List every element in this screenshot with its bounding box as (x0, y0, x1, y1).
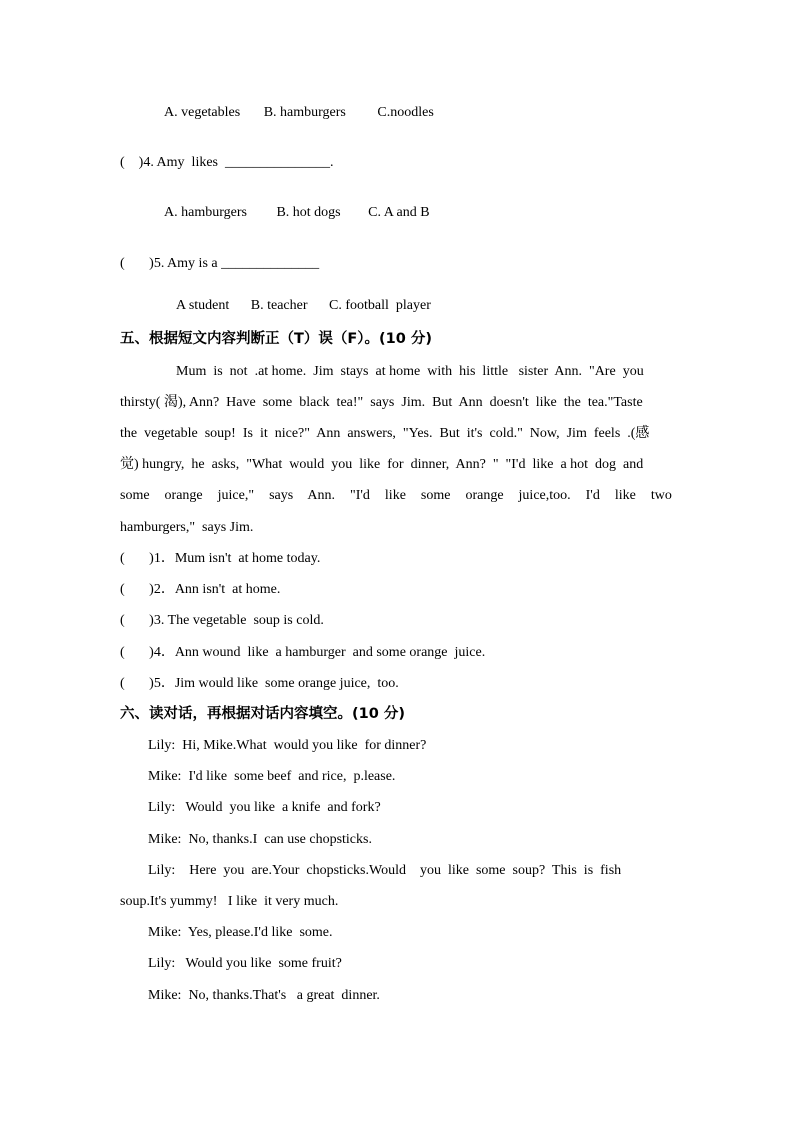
dialogue-line-4: Mike: No, thanks.I can use chopsticks. (148, 832, 372, 847)
passage-line-1 (176, 363, 673, 381)
tf-item-1: ( )1．Mum isn't at home today. (120, 551, 321, 566)
dialogue-line-8: Lily: Would you like some fruit? (148, 956, 342, 971)
dialogue-line-7: Mike: Yes, please.I'd like some. (148, 925, 333, 940)
q4-stem: ( )4. Amy likes _______________. (120, 155, 334, 170)
passage-line-4: 觉) hungry, he asks, "What would you like for dinner, Ann? " "I'd like a hot dog and (120, 457, 644, 472)
q3-option-b: B. hamburgers (263, 105, 346, 120)
q4-options (164, 204, 430, 222)
passage-line-6: hamburgers," says Jim. (120, 520, 254, 535)
tf-item-3: ( )3. The vegetable soup is cold. (120, 613, 324, 628)
q3-option-a: A. vegetables (164, 105, 241, 120)
q5-option-c: C. football player (329, 298, 431, 313)
passage-line-1-text: Mum is not .at home. Jim stays at home with his little sister Ann. "Are you (176, 364, 644, 379)
tf-item-4: ( )4．Ann wound like a hamburger and some orange juice. (120, 645, 486, 660)
passage-line-2: thirsty( 渴), Ann? Have some black tea!" says Jim. But Ann doesn't like the tea."Taste (120, 395, 643, 410)
passage-line-3: the vegetable soup! Is it nice?" Ann answers, "Yes. But it's cold." Now, Jim feels .(感 (120, 426, 650, 441)
dialogue-line-5: Lily: Here you are.Your chopsticks.Would you like some soup? This is fish (148, 863, 622, 878)
section5-heading: 五、根据短文内容判断正（T）误（F）。(10 分) (120, 331, 433, 347)
q4-option-b: B. hot dogs (276, 205, 341, 220)
tf-item-5: ( )5．Jim would like some orange juice, too. (120, 676, 399, 691)
section6-heading: 六、读对话，再根据对话内容填空。(10 分) (120, 706, 405, 722)
dialogue-line-3: Lily: Would you like a knife and fork? (148, 800, 381, 815)
q5-stem: ( )5. Amy is a ______________ (120, 256, 320, 271)
q4-option-a: A. hamburgers (164, 205, 247, 220)
q5-option-b: B. teacher (250, 298, 308, 313)
passage-line-5: some orange juice," says Ann. "I'd like some orange juice,too. I'd like two (120, 488, 672, 503)
dialogue-line-6: soup.It's yummy! I like it very much. (120, 894, 339, 909)
q3-options (164, 104, 434, 122)
q3-option-c: C.noodles (377, 105, 434, 120)
tf-item-2: ( )2．Ann isn't at home. (120, 582, 281, 597)
q5-option-a: A student (176, 298, 230, 313)
q5-options (176, 297, 431, 315)
dialogue-line-2: Mike: I'd like some beef and rice, p.lease. (148, 769, 396, 784)
dialogue-line-1: Lily: Hi, Mike.What would you like for dinner? (148, 738, 427, 753)
dialogue-line-9: Mike: No, thanks.That's a great dinner. (148, 988, 380, 1003)
q4-option-c: C. A and B (368, 205, 430, 220)
